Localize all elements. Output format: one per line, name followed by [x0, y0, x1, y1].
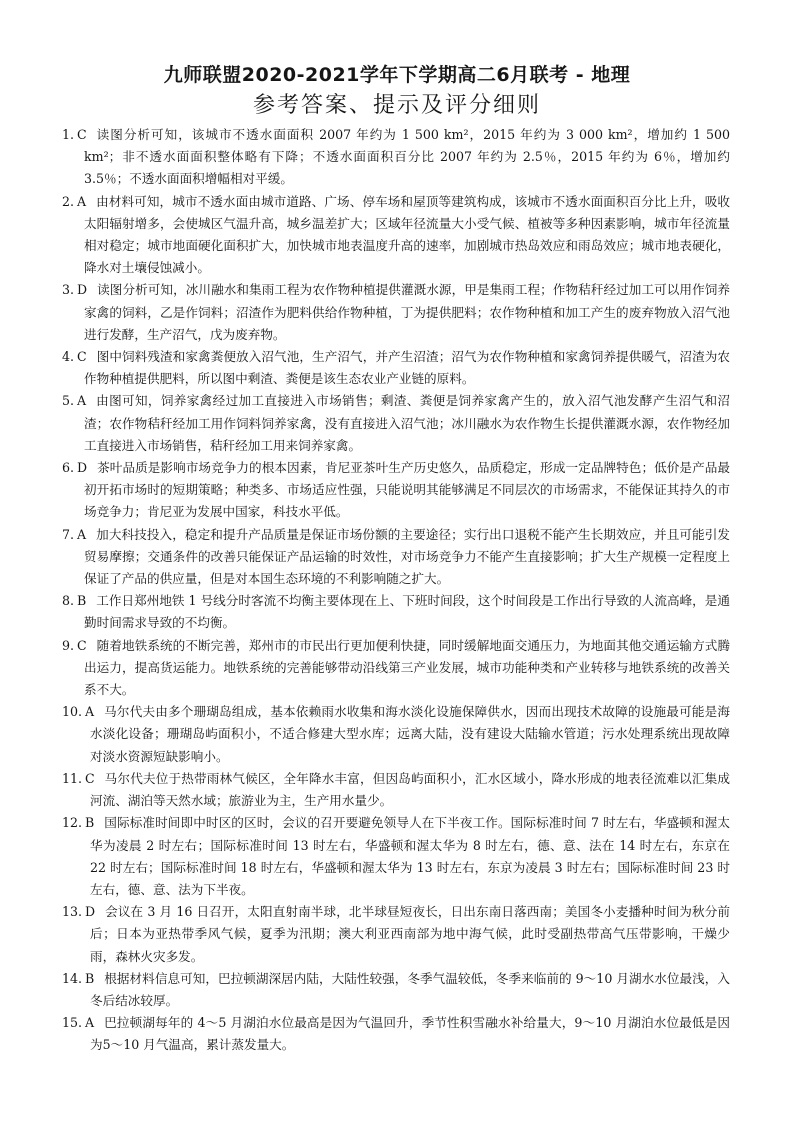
- question-number: 3.: [62, 282, 75, 298]
- answer-item-7: [62, 524, 730, 591]
- question-number: 10.: [62, 704, 83, 720]
- explanation-text: 加大科技投入，稳定和提升产品质量是保证市场份额的主要途径；实行出口退税不能产生长期效应，并且可能引发贸易摩擦；交通条件的改善只能保证产品运输的时效性，对市场竞争力不能产生直接影响；扩大生产规模一定程度上保证了产品的供应量，但是对本国生态环境的不利影响随之扩大。: [84, 526, 730, 587]
- answer-letter: A: [77, 193, 87, 209]
- answer-letter: D: [77, 460, 88, 476]
- explanation-text: 根据材料信息可知，巴拉顿湖深居内陆，大陆性较强，冬季气温较低，冬季来临前的 9～10 月湖水水位最浅，入冬后结冰较厚。: [90, 970, 730, 1008]
- explanation-text: 由材料可知，城市不透水面由城市道路、广场、停车场和屋顶等建筑构成，该城市不透水面面积百分比上升，吸收太阳辐射增多，会使城区气温升高，城乡温差扩大；区域年径流量大小受气候、植被等多种因素影响，城市年径流量相对稳定；城市地面硬化面积扩大，加快城市地表温度升高的速率，加剧城市热岛效应和雨岛效应；城市地表硬化，降水对土壤侵蚀减小。: [84, 193, 730, 276]
- answer-letter: D: [85, 904, 96, 920]
- answer-item-6: [62, 457, 730, 524]
- question-number: 7.: [62, 526, 75, 542]
- answer-letter: A: [85, 704, 95, 720]
- question-number: 8.: [62, 593, 75, 609]
- answer-letter: B: [85, 815, 95, 831]
- answer-letter: B: [85, 970, 95, 986]
- question-number: 1.: [62, 127, 75, 142]
- answer-letter: C: [77, 637, 87, 653]
- page-subtitle: 参考答案、提示及评分细则: [252, 93, 541, 118]
- explanation-text: 国际标准时间即中时区的区时，会议的召开要避免领导人在下半夜工作。国际标准时间 7 时左右，华盛顿和渥太华为凌晨 2 时左右；国际标准时间 13 时左右，华盛顿和渥太华为 8 时左右，德、意、法在 14 时左右，东京在 22 时左右；国际标准时间 18 时左右，华盛顿和渥太华为 13 时左右，东京为凌晨 3 时左右；国际标准时间 23 时左右，德、意、法为下半夜。: [90, 815, 730, 897]
- answer-item-13: [62, 901, 730, 968]
- answer-item-12: [62, 812, 730, 901]
- answer-letter: B: [77, 593, 87, 609]
- answer-item-4: [62, 346, 730, 390]
- answer-item-15: [62, 1012, 730, 1056]
- question-number: 5.: [62, 393, 75, 409]
- question-number: 6.: [62, 460, 75, 476]
- explanation-text: 随着地铁系统的不断完善，郑州市的市民出行更加便利快捷，同时缓解地面交通压力，为地面其他交通运输方式腾出运力，提高货运能力。地铁系统的完善能够带动沿线第三产业发展，城市功能种类和产业转移与地铁系统的改善关系不大。: [84, 637, 730, 698]
- explanation-text: 读图分析可知，冰川融水和集雨工程为农作物种植提供灌溉水源，甲是集雨工程；作物秸秆经过加工可以用作饲养家禽的饲料，乙是作饲料；沼渣作为肥料供给作物种植，丁为提供肥料；农作物种植和加工产生的废弃物放入沼气池进行发酵，生产沼气，戊为废弃物。: [84, 282, 730, 342]
- answer-letter: D: [77, 282, 88, 298]
- question-number: 15.: [62, 1015, 83, 1031]
- question-number: 9.: [62, 637, 75, 653]
- page-title: 九师联盟2020-2021学年下学期高二6月联考 - 地理: [163, 64, 631, 86]
- explanation-text: 马尔代夫由多个珊瑚岛组成，基本依赖雨水收集和海水淡化设施保障供水，因而出现技术故障的设施最可能是海水淡化设备；珊瑚岛屿面积小，不适合修建大型水库；远离大陆，没有建设大陆输水管道；污水处理系统出现故障对淡水资源短缺影响小。: [90, 704, 730, 764]
- answer-item-9: [62, 635, 730, 702]
- explanation-text: 图中饲料残渣和家禽粪便放入沼气池，生产沼气，并产生沼渣；沼气为农作物种植和家禽饲养提供暖气，沼渣为农作物种植提供肥料，所以图中剩渣、粪便是该生态农业产业链的原料。: [84, 349, 730, 387]
- answer-letter: A: [85, 1015, 95, 1031]
- explanation-text: 由图可知，饲养家禽经过加工直接进入市场销售；剩渣、粪便是饲养家禽产生的，放入沼气池发酵产生沼气和沼渣；农作物秸秆经加工用作饲料饲养家禽，没有直接进入沼气池；冰川融水为农作物生长提供灌溉水源，农作物经加工直接进入市场销售，秸秆经加工用来饲养家禽。: [84, 393, 730, 453]
- answer-letter: A: [77, 393, 87, 409]
- question-number: 11.: [62, 770, 83, 786]
- answer-item-14: [62, 968, 730, 1012]
- question-number: 14.: [62, 970, 83, 986]
- answer-letter: C: [77, 349, 87, 365]
- answer-list: [62, 124, 730, 1057]
- question-number: 12.: [62, 815, 83, 831]
- answer-letter: A: [77, 526, 87, 542]
- question-number: 13.: [62, 904, 83, 920]
- question-number: 4.: [62, 349, 75, 365]
- explanation-text: 巴拉顿湖每年的 4～5 月湖泊水位最高是因为气温回升，季节性积雪融水补给量大，9～10 月湖泊水位最低是因为5～10 月气温高，累计蒸发量大。: [90, 1015, 730, 1053]
- explanation-text: 会议在 3 月 16 日召开，太阳直射南半球，北半球昼短夜长，日出东南日落西南；美国冬小麦播种时间为秋分前后；日本为亚热带季风气候，夏季为汛期；澳大利亚西南部为地中海气候，此时受副热带高气压带影响，干燥少雨，森林火灾多发。: [90, 904, 730, 964]
- answer-item-10: [62, 701, 730, 768]
- answer-item-11: [62, 768, 730, 812]
- answer-item-1: [62, 124, 730, 191]
- explanation-text: 工作日郑州地铁 1 号线分时客流不均衡主要体现在上、下班时间段，这个时间段是工作出行导致的人流高峰，是通勤时间需求导致的不均衡。: [84, 593, 730, 631]
- question-number: 2.: [62, 193, 75, 209]
- explanation-text: 读图分析可知，该城市不透水面面积 2007 年约为 1 500 km²，2015 年约为 3 000 km²，增加约 1 500 km²；非不透水面面积整体略有下降；不透水面面积百分比 2007 年约为 2.5％，2015 年约为 6％，增加约 3.5％；不透水面面积增幅相对平缓。: [84, 127, 730, 187]
- answer-item-8: [62, 590, 730, 634]
- explanation-text: 茶叶品质是影响市场竞争力的根本因素，肯尼亚茶叶生产历史悠久，品质稳定，形成一定品牌特色；低价是产品最初开拓市场时的短期策略；种类多、市场适应性强，只能说明其能够满足不同层次的市场需求，不能保证其持久的市场竞争力；肯尼亚为发展中国家，科技水平低。: [84, 460, 730, 520]
- answer-letter: C: [85, 770, 95, 786]
- answer-item-3: [62, 279, 730, 346]
- answer-item-2: [62, 191, 730, 280]
- answer-item-5: [62, 390, 730, 457]
- answer-letter: C: [77, 127, 87, 142]
- explanation-text: 马尔代夫位于热带雨林气候区，全年降水丰富，但因岛屿面积小，汇水区域小，降水形成的地表径流难以汇集成河流、湖泊等天然水域；旅游业为主，生产用水量少。: [90, 770, 730, 809]
